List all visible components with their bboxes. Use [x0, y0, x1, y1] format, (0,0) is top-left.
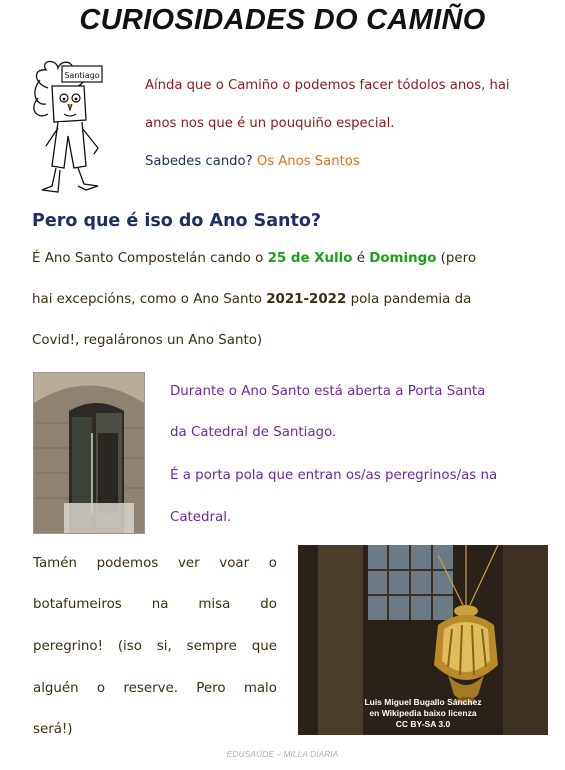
intro-line-2: anos nos que é un pouquiño especial. — [145, 116, 395, 131]
bota-line-4 — [33, 681, 277, 696]
porta-santa-photo — [33, 372, 145, 534]
porta-line-1: Durante o Ano Santo está aberta a Porta Santa — [170, 384, 486, 399]
ano-santo-line-3: Covid!, regaláronos un Ano Santo) — [32, 333, 263, 348]
word: botafumeiros — [33, 597, 122, 612]
credit-line-3: CC BY-SA 3.0 — [395, 719, 451, 729]
text-fragment: hai excepcións, como o Ano Santo — [32, 292, 267, 307]
bota-line-5: será!) — [33, 722, 73, 737]
word: o — [96, 681, 106, 696]
word: si, — [156, 639, 172, 654]
botafumeiro-photo — [298, 545, 548, 735]
word: malo — [243, 681, 277, 696]
credit-line-1: Luis Miguel Bugallo Sánchez — [364, 697, 482, 707]
word: (iso — [117, 639, 142, 654]
porta-line-4: Catedral. — [170, 510, 232, 525]
word: peregrino! — [33, 639, 103, 654]
word: do — [260, 597, 277, 612]
ano-santo-line-2 — [32, 292, 548, 307]
intro-answer: Os Anos Santos — [256, 154, 360, 169]
page-footer: EDUSAÚDE – MILLA DIARIA — [226, 749, 339, 759]
section-heading: Pero que é iso do Ano Santo? — [32, 211, 322, 231]
word: podemos — [96, 556, 159, 571]
word: alguén — [33, 681, 79, 696]
word: que — [251, 639, 277, 654]
ano-santo-line-1 — [32, 251, 548, 266]
word: Tamén — [33, 556, 77, 571]
word: misa — [198, 597, 231, 612]
date-highlight: 25 de Xullo — [267, 251, 353, 266]
intro-question: Sabedes cando? — [145, 154, 253, 169]
porta-line-2: da Catedral de Santiago. — [170, 425, 337, 440]
word: o — [268, 556, 277, 571]
day-highlight: Domingo — [369, 251, 437, 266]
bota-line-1 — [33, 556, 277, 571]
text-fragment: (pero — [436, 251, 477, 266]
text-fragment: pola pandemia da — [346, 292, 472, 307]
bota-line-3 — [33, 639, 277, 654]
sign-text: Santiago — [64, 71, 100, 80]
page-title: CURIOSIDADES DO CAMIÑO — [79, 4, 486, 36]
text-fragment: é — [352, 251, 370, 266]
word: Pero — [196, 681, 226, 696]
text-fragment: É Ano Santo Compostelán cando o — [32, 251, 268, 266]
intro-line-1: Aínda que o Camiño o podemos facer tódolos anos, hai — [145, 78, 510, 93]
bota-line-2 — [33, 597, 277, 612]
word: voar — [219, 556, 250, 571]
years-highlight: 2021-2022 — [266, 292, 347, 307]
word: ver — [177, 556, 200, 571]
word: reserve. — [123, 681, 178, 696]
intro-line-3 — [145, 154, 360, 169]
word: sempre — [186, 639, 237, 654]
photo-credit — [298, 697, 548, 730]
credit-line-2: en Wikipedia baixo licenza — [369, 708, 477, 718]
word: na — [151, 597, 169, 612]
santiago-character-drawing-icon — [28, 58, 128, 198]
porta-line-3: É a porta pola que entran os/as peregrinos/as na — [170, 468, 498, 483]
